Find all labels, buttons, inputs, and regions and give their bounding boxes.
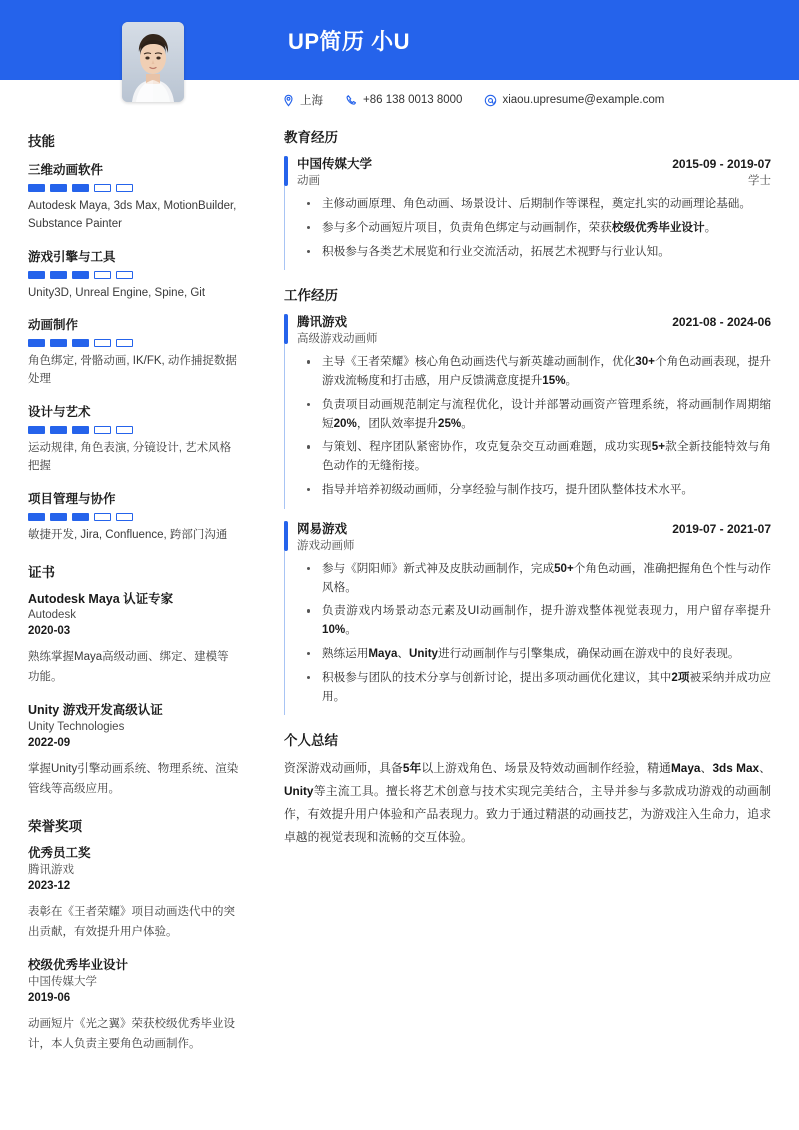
credential-title: Autodesk Maya 认证专家 (28, 591, 174, 606)
credential-item (28, 591, 240, 688)
entry-header-row (297, 519, 771, 537)
entry-sub-row (297, 172, 771, 188)
section-awards (28, 815, 240, 1054)
credential-description: 掌握Unity引擎动画系统、物理系统、渲染管线等高级应用。 (28, 763, 239, 796)
skill-description: 角色绑定, 骨骼动画, IK/FK, 动作捕捉数据处理 (28, 355, 237, 386)
entry-date-range: 2015-09 - 2019-07 (672, 157, 771, 171)
skill-level-meter (28, 184, 240, 192)
credential-description: 熟练掌握Maya高级动画、绑定、建模等功能。 (28, 651, 229, 684)
phone-icon (345, 94, 358, 107)
credential-date: 2023-12 (28, 880, 71, 893)
entry-bullet: 主导《王者荣耀》核心角色动画迭代与新英雄动画制作，优化30+个角色动画表现，提升游戏流畅度和打击感，用户反馈满意度提升15%。 (297, 353, 771, 391)
skill-level-meter (28, 426, 240, 434)
section-title-education: 教育经历 (284, 130, 338, 145)
credential-item (28, 845, 240, 942)
education-entries (284, 154, 771, 272)
skills-list (28, 160, 240, 545)
entry-role: 动画 (297, 175, 320, 187)
skill-level-filled (28, 184, 45, 192)
skill-level-filled (72, 513, 89, 521)
entry-bullet: 负责游戏内场景动态元素及UI动画制作，提升游戏整体视觉表现力，用户留存率提升10%。 (297, 602, 771, 640)
entry-role: 游戏动画师 (297, 539, 355, 552)
skill-level-empty (94, 271, 111, 279)
skill-level-meter (28, 513, 240, 521)
awards-list (28, 845, 240, 1054)
skill-level-empty (116, 339, 133, 347)
skill-level-filled (50, 271, 67, 279)
skill-level-filled (50, 184, 67, 192)
resume-header (0, 0, 799, 80)
experience-entry (284, 312, 771, 510)
contact-phone-value: +86 138 0013 8000 (363, 94, 463, 106)
entry-bullet-list (297, 195, 771, 261)
email-at-icon (484, 94, 497, 107)
credential-description: 动画短片《光之翼》荣获校级优秀毕业设计，本人负责主要角色动画制作。 (28, 1017, 235, 1050)
entry-bullet-list (297, 353, 771, 499)
skill-item (28, 402, 240, 476)
entry-date-range: 2021-08 - 2024-06 (672, 315, 771, 330)
entry-bullet: 主修动画原理、角色动画、场景设计、后期制作等课程，奠定扎实的动画理论基础。 (297, 195, 771, 214)
entry-bullet-list (297, 560, 771, 706)
entry-date-range: 2019-07 - 2021-07 (672, 521, 771, 536)
section-certificates (28, 561, 240, 800)
skill-level-empty (94, 513, 111, 521)
entry-bullet: 负责项目动画规范制定与流程优化，设计并部署动画资产管理系统，将动画制作周期缩短20%，团队效率提升25%。 (297, 396, 771, 434)
skill-level-empty (94, 426, 111, 434)
skill-name: 项目管理与协作 (28, 491, 116, 506)
section-title-skills: 技能 (28, 134, 55, 149)
credential-item (28, 957, 240, 1054)
credential-org: 中国传媒大学 (28, 976, 97, 989)
skill-level-meter (28, 339, 240, 347)
credential-date: 2022-09 (28, 737, 71, 750)
skill-item (28, 160, 240, 234)
entry-sub-row (297, 537, 771, 553)
credential-description: 表彰在《王者荣耀》项目动画迭代中的突出贡献，有效提升用户体验。 (28, 905, 235, 939)
skill-description: Autodesk Maya, 3ds Max, MotionBuilder, Substance Painter (28, 200, 237, 230)
entry-bullet: 指导并培养初级动画师，分享经验与制作技巧，提升团队整体技术水平。 (297, 481, 771, 500)
credential-title: 优秀员工奖 (28, 846, 91, 861)
skill-item (28, 247, 240, 303)
section-title-summary: 个人总结 (284, 733, 338, 749)
skill-name: 设计与艺术 (28, 405, 91, 420)
skill-level-meter (28, 271, 240, 279)
work-entries (284, 312, 771, 717)
credential-org: 腾讯游戏 (28, 864, 74, 877)
section-work (284, 284, 771, 717)
credential-org: Autodesk (28, 609, 76, 622)
entry-organization: 中国传媒大学 (297, 157, 373, 171)
skill-level-empty (116, 271, 133, 279)
entry-bullet: 参与多个动画短片项目，负责角色绑定与动画制作，荣获校级优秀毕业设计。 (297, 219, 771, 238)
section-skills (28, 130, 240, 545)
skill-name: 游戏引擎与工具 (28, 249, 116, 264)
entry-bullet: 参与《阴阳师》新式神及皮肤动画制作，完成50+个角色动画，准确把握角色个性与动作风格。 (297, 560, 771, 598)
skill-level-empty (94, 184, 111, 192)
entry-sub-row (297, 330, 771, 346)
skill-name: 动画制作 (28, 318, 79, 333)
skill-level-empty (116, 426, 133, 434)
skill-item (28, 315, 240, 389)
skill-item (28, 489, 240, 545)
skill-level-filled (28, 426, 45, 434)
experience-entry (284, 519, 771, 717)
skill-level-filled (72, 184, 89, 192)
skill-description: Unity3D, Unreal Engine, Spine, Git (28, 286, 206, 299)
contact-location-value: 上海 (300, 95, 323, 107)
skill-level-filled (50, 513, 67, 521)
contact-email (484, 94, 664, 107)
entry-role: 高级游戏动画师 (297, 333, 378, 346)
skill-level-empty (116, 184, 133, 192)
entry-degree: 学士 (748, 175, 771, 187)
summary-text: 资深游戏动画师，具备5年以上游戏角色、场景及特效动画制作经验，精通Maya、3ds Max、Unity等主流工具。擅长将艺术创意与技术实现完美结合，主导并参与多款成功游戏的动画制作，有效提升用户体验和产品表现力。致力于通过精湛的动画技艺，为游戏注入生命力，追求卓越的视觉表现和流畅的交互体验。 (284, 761, 771, 845)
skill-description: 敏捷开发, Jira, Confluence, 跨部门沟通 (28, 528, 228, 541)
entry-rail-accent (284, 156, 288, 186)
contact-email-value: xiaou.upresume@example.com (502, 94, 665, 106)
skill-name: 三维动画软件 (28, 163, 104, 177)
skill-description: 运动规律, 角色表演, 分镜设计, 艺术风格把握 (28, 442, 232, 472)
section-title-certificates: 证书 (28, 564, 55, 580)
experience-entry (284, 154, 771, 272)
credential-title: Unity 游戏开发高级认证 (28, 703, 163, 718)
section-title-awards: 荣誉奖项 (28, 819, 82, 835)
certificates-list (28, 591, 240, 800)
skill-level-filled (28, 339, 45, 347)
section-summary (284, 729, 771, 849)
section-title-work: 工作经历 (284, 288, 338, 304)
entry-bullet: 积极参与各类艺术展览和行业交流活动，拓展艺术视野与行业认知。 (297, 243, 771, 262)
page-title: UP简历 小U (288, 28, 411, 54)
entry-organization: 腾讯游戏 (297, 315, 348, 330)
skill-level-filled (72, 271, 89, 279)
entry-bullet: 积极参与团队的技术分享与创新讨论，提出多项动画优化建议，其中2项被采纳并成功应用。 (297, 669, 771, 707)
contact-bar (0, 80, 799, 120)
skill-level-filled (28, 513, 45, 521)
skill-level-empty (94, 339, 111, 347)
entry-header-row (297, 154, 771, 172)
main-column (270, 126, 799, 861)
entry-rail-accent (284, 314, 288, 344)
credential-date: 2020-03 (28, 625, 71, 638)
credential-date: 2019-06 (28, 992, 71, 1005)
location-pin-icon (282, 94, 295, 107)
credential-org: Unity Technologies (28, 721, 125, 734)
skill-level-filled (72, 339, 89, 347)
credential-item (28, 702, 240, 799)
sidebar (0, 126, 270, 1069)
skill-level-filled (50, 339, 67, 347)
entry-rail-accent (284, 521, 288, 551)
skill-level-filled (72, 426, 89, 434)
entry-bullet: 与策划、程序团队紧密协作，攻克复杂交互动画难题，成功实现5+款全新技能特效与角色动作的无缝衔接。 (297, 438, 771, 476)
skill-level-empty (116, 513, 133, 521)
skill-level-filled (28, 271, 45, 279)
contact-phone (345, 94, 462, 107)
section-education (284, 126, 771, 272)
credential-title: 校级优秀毕业设计 (28, 958, 129, 973)
entry-bullet: 熟练运用Maya、Unity进行动画制作与引擎集成，确保动画在游戏中的良好表现。 (297, 645, 771, 664)
contact-location (282, 92, 323, 108)
resume-body (0, 120, 799, 1069)
entry-header-row (297, 312, 771, 330)
avatar (122, 22, 184, 102)
entry-organization: 网易游戏 (297, 521, 348, 536)
skill-level-filled (50, 426, 67, 434)
